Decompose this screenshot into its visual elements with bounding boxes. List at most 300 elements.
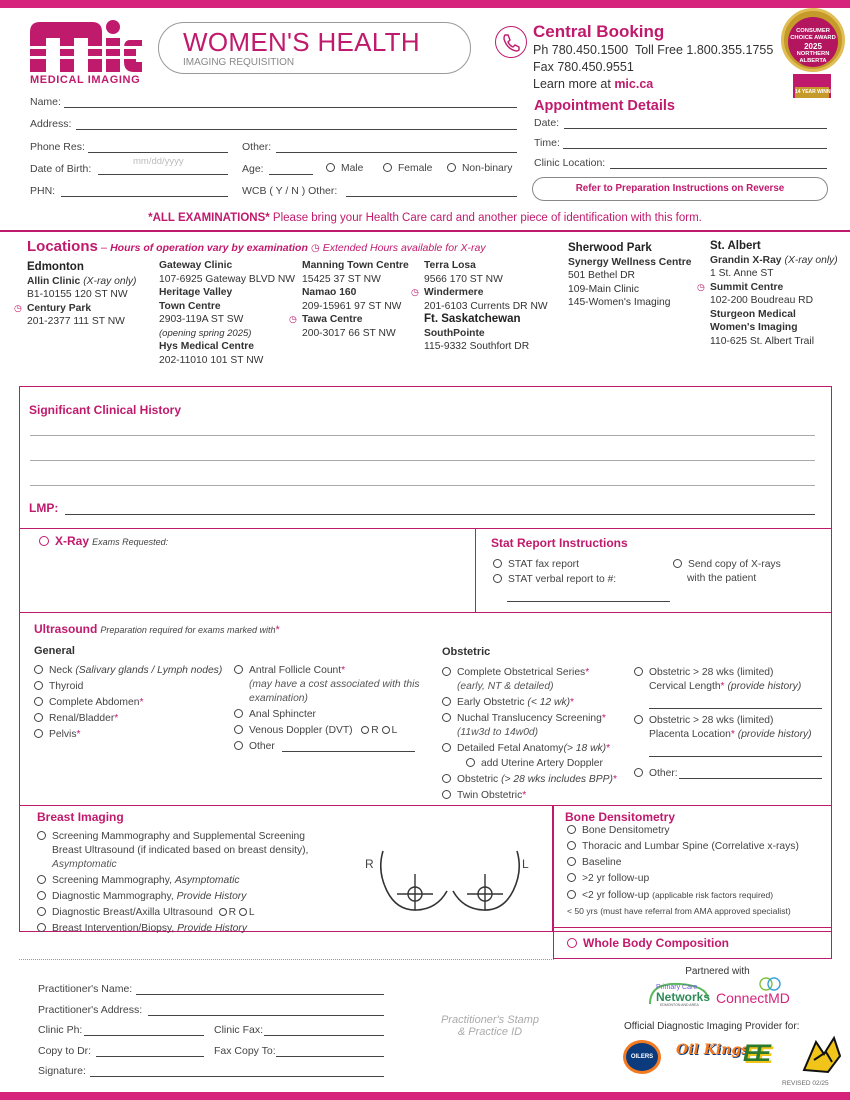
- location-text: 202-11010 101 ST NW: [159, 354, 264, 366]
- opt-obs28[interactable]: [442, 773, 617, 787]
- renal-label: Renal/Bladder: [49, 713, 115, 724]
- twin-label: Twin Obstetric: [457, 790, 523, 801]
- fax-number: 780.450.9551: [557, 60, 634, 74]
- history-line-3[interactable]: [30, 485, 815, 486]
- title-pill: [158, 22, 471, 74]
- stat-verbal-radio[interactable]: [493, 574, 502, 583]
- connectmd-logo: ConnectMD: [716, 990, 790, 1006]
- xray-divider: [475, 529, 476, 612]
- obst-other-radio[interactable]: [634, 768, 643, 777]
- learn-more: [533, 77, 653, 91]
- booking-title: Central Booking: [533, 22, 665, 41]
- complete-obst-label: Complete Obstetrical Series: [457, 667, 586, 678]
- location-text: Heritage Valley: [159, 287, 233, 298]
- location-text: 15425 37 ST NW: [302, 273, 381, 285]
- nonbinary-label: Non-binary: [462, 163, 513, 174]
- badge-line4: ALBERTA: [799, 58, 827, 64]
- location-line: [302, 273, 420, 287]
- abdomen-label: Complete Abdomen: [49, 697, 140, 708]
- send-copy[interactable]: [673, 558, 781, 572]
- tf-number[interactable]: 1.800.355.1755: [686, 43, 774, 57]
- xray-header[interactable]: [39, 534, 168, 548]
- opt-placenta[interactable]: [634, 714, 773, 728]
- location-line: [27, 261, 157, 275]
- xray-section: [19, 529, 832, 613]
- prep-instructions-button[interactable]: Refer to Preparation Instructions on Reverse: [532, 177, 828, 201]
- afc-radio[interactable]: [234, 665, 243, 674]
- location-text: 110-625 St. Albert Trail: [710, 335, 814, 347]
- location-text: Grandin X-Ray: [710, 254, 782, 266]
- dob-field[interactable]: [98, 174, 228, 175]
- location-text: Summit Centre: [710, 281, 784, 293]
- lmp-field[interactable]: [65, 514, 815, 515]
- screening-supp-line2: Breast Ultrasound (if indicated based on breast density),: [52, 845, 309, 856]
- location-text: Hys Medical Centre: [159, 341, 254, 352]
- screening-mammo-note: Asymptomatic: [174, 875, 240, 886]
- whole-body-radio[interactable]: [567, 938, 577, 948]
- location-line: [710, 294, 840, 308]
- ultrasound-title: Ultrasound: [34, 622, 98, 636]
- location-line: [424, 313, 554, 327]
- location-text: Century Park: [27, 302, 92, 314]
- stat-fax[interactable]: [493, 558, 579, 572]
- twin-radio[interactable]: [442, 790, 451, 799]
- opt-afc[interactable]: [234, 664, 345, 678]
- location-text: 9566 170 ST NW: [424, 273, 503, 285]
- location-text: Ft. Saskatchewan: [424, 313, 521, 325]
- address-field[interactable]: [76, 129, 517, 130]
- placenta-note: (provide history): [737, 729, 812, 740]
- clinic-ph-field[interactable]: [84, 1035, 204, 1036]
- gender-male[interactable]: [326, 162, 363, 176]
- other-field[interactable]: [276, 152, 517, 153]
- mic-logo-mark: [30, 16, 142, 72]
- placenta-field[interactable]: [649, 756, 822, 757]
- star: *: [522, 790, 527, 801]
- location-line: [424, 273, 554, 287]
- opt-screening-supp[interactable]: [37, 830, 305, 844]
- mic-logo: [30, 16, 142, 86]
- abdomen-radio[interactable]: [34, 697, 43, 706]
- stingers-logo-icon: [800, 1034, 844, 1076]
- location-line: [710, 321, 840, 335]
- biopsy-radio[interactable]: [37, 923, 46, 932]
- copy-dr-field[interactable]: [96, 1056, 204, 1057]
- r-label: R: [371, 725, 379, 736]
- phone-icon: [495, 26, 527, 58]
- locations-col-6: [697, 240, 840, 348]
- phone-res-label: Phone Res:: [30, 141, 85, 153]
- opt-anal[interactable]: [234, 708, 316, 722]
- ultrasound-header: [34, 622, 280, 636]
- notice-text: Please bring your Health Care card and another piece of identification with this form.: [269, 212, 702, 224]
- opt-screening-mammo[interactable]: [37, 874, 240, 888]
- whole-body-label: Whole Body Composition: [583, 936, 729, 950]
- location-text: 109-Main Clinic: [568, 283, 639, 295]
- fetal-radio[interactable]: [442, 743, 451, 752]
- location-text: Sherwood Park: [568, 242, 652, 254]
- location-line: [159, 313, 299, 327]
- location-line: [568, 256, 698, 270]
- opt-pelvis[interactable]: [34, 728, 80, 742]
- date-field[interactable]: [564, 128, 827, 129]
- time-label: Time:: [534, 137, 560, 149]
- notice-bold: *ALL EXAMINATIONS*: [148, 212, 270, 224]
- location-text: 201-6103 Currents DR NW: [424, 300, 548, 312]
- male-label: Male: [341, 163, 364, 174]
- award-badge: [781, 8, 845, 98]
- thyroid-radio[interactable]: [34, 681, 43, 690]
- location-line: [411, 286, 554, 300]
- fetal-label: Detailed Fetal Anatomy: [457, 743, 564, 754]
- opt-cervical[interactable]: [634, 666, 773, 680]
- lt2-radio[interactable]: [567, 890, 576, 899]
- stat-verbal[interactable]: [493, 573, 616, 587]
- thoracic-label: Thoracic and Lumbar Spine (Correlative x-rays): [582, 841, 799, 852]
- location-line: [568, 269, 698, 283]
- age-label: Age:: [242, 163, 264, 175]
- address-label: Address:: [30, 118, 72, 130]
- location-line: [302, 286, 420, 300]
- screening-mammo-label: Screening Mammography,: [52, 875, 172, 886]
- cervical-label: Obstetric > 28 wks (limited): [649, 667, 774, 678]
- location-line: [159, 286, 299, 300]
- location-line: [159, 273, 299, 287]
- doppler-radio[interactable]: [234, 725, 243, 734]
- location-text: 1 St. Anne ST: [710, 268, 774, 279]
- afc-note-1: (may have a cost associated with this: [249, 679, 420, 690]
- locations-col-4: [411, 259, 554, 354]
- location-text: B1-10155 120 ST NW: [27, 289, 128, 300]
- diag-mammo-label: Diagnostic Mammography,: [52, 891, 174, 902]
- gender-nonbinary[interactable]: [447, 162, 512, 176]
- anal-radio[interactable]: [234, 709, 243, 718]
- screening-supp-radio[interactable]: [37, 831, 46, 840]
- bone-section: [553, 806, 832, 932]
- appointment-title: Appointment Details: [534, 98, 675, 114]
- whole-body-option[interactable]: [567, 936, 729, 950]
- stamp-line2: & Practice ID: [457, 1026, 523, 1038]
- locations-col-3: [289, 259, 420, 340]
- anal-label: Anal Sphincter: [249, 709, 316, 720]
- opt-diag-mammo[interactable]: [37, 890, 246, 904]
- xray-title: X-Ray: [55, 534, 90, 548]
- badge-years: 14 YEAR WINNER: [795, 87, 829, 98]
- lmp-label: LMP:: [29, 501, 59, 515]
- location-text: Gateway Clinic: [159, 260, 233, 271]
- location-note: (X-ray only): [784, 254, 838, 266]
- location-line: [159, 259, 299, 273]
- whole-body-section[interactable]: [553, 927, 832, 959]
- uterine-radio[interactable]: [466, 758, 475, 767]
- location-text: Tawa Centre: [302, 314, 363, 325]
- bone-title: Bone Densitometry: [565, 810, 676, 824]
- male-radio[interactable]: [326, 163, 335, 172]
- gender-female[interactable]: [383, 162, 432, 176]
- prep-star: *: [275, 624, 280, 636]
- phn-label: PHN:: [30, 185, 56, 197]
- ph-label: Ph: [533, 43, 549, 57]
- r-label: R: [228, 907, 236, 918]
- bottom-bar: [0, 1092, 850, 1100]
- early-obst-radio[interactable]: [442, 697, 451, 706]
- bone-density-radio[interactable]: [567, 825, 576, 834]
- send-copy-label-1: Send copy of X-rays: [688, 559, 781, 570]
- location-text: Women's Imaging: [710, 322, 798, 333]
- badge-line2: CHOICE AWARD: [790, 35, 836, 41]
- signature-field[interactable]: [90, 1076, 384, 1077]
- fax-copy-label: Fax Copy To:: [214, 1045, 276, 1057]
- location-text: 102-200 Boudreau RD: [710, 295, 814, 306]
- placenta-line2: [649, 728, 812, 742]
- general-other-field[interactable]: [282, 751, 415, 752]
- site-link[interactable]: mic.ca: [614, 77, 654, 91]
- screening-supp-line3: Asymptomatic: [52, 859, 117, 870]
- general-title: General: [34, 645, 75, 657]
- biopsy-note: Provide History: [177, 923, 247, 934]
- opt-doppler[interactable]: [234, 724, 397, 738]
- location-text: Namao 160: [302, 287, 357, 298]
- location-line: [424, 259, 554, 273]
- send-copy-radio[interactable]: [673, 559, 682, 568]
- nonbinary-radio[interactable]: [447, 163, 456, 172]
- opt-early-obst[interactable]: [442, 696, 574, 710]
- pcn-line3: EDMONTON AND AREA: [660, 1003, 699, 1007]
- location-line: [159, 300, 299, 314]
- location-text: 501 Bethel DR: [568, 270, 635, 281]
- location-line: [302, 259, 420, 273]
- opt-thyroid[interactable]: [34, 680, 83, 694]
- name-field[interactable]: [64, 107, 517, 108]
- nuchal-note: (11w3d to 14w0d): [457, 727, 539, 738]
- cervical-field[interactable]: [649, 708, 822, 709]
- opt-thoracic[interactable]: [567, 840, 799, 854]
- location-line: [424, 300, 554, 314]
- opt-diag-us[interactable]: [37, 906, 255, 920]
- clock-icon: ◷: [289, 314, 297, 324]
- xray-radio[interactable]: [39, 536, 49, 546]
- star: *: [114, 713, 119, 724]
- location-line: [27, 275, 157, 289]
- locations-title: Locations: [27, 238, 98, 255]
- phn-field[interactable]: [61, 196, 228, 197]
- location-line: [289, 313, 420, 327]
- fax-copy-field[interactable]: [276, 1056, 384, 1057]
- date-label: Date:: [534, 117, 560, 129]
- general-other-radio[interactable]: [234, 741, 243, 750]
- baseline-radio[interactable]: [567, 857, 576, 866]
- partnered-with: Partnered with: [685, 966, 750, 977]
- location-text: 209-15961 97 ST NW: [302, 300, 402, 312]
- diag-us-l-radio[interactable]: [239, 908, 247, 916]
- opt-complete-obst[interactable]: [442, 666, 589, 680]
- ph-number[interactable]: 780.450.1500: [551, 43, 629, 57]
- pelvis-label: Pelvis: [49, 729, 77, 740]
- clinic-fax-label: Clinic Fax:: [214, 1024, 264, 1036]
- location-line: [424, 340, 554, 354]
- location-line: [302, 327, 420, 341]
- stat-fax-label: STAT fax report: [508, 559, 579, 570]
- dob-label: Date of Birth:: [30, 163, 92, 175]
- opt-baseline[interactable]: [567, 856, 622, 870]
- clinical-history-title: Significant Clinical History: [29, 403, 182, 417]
- locations-col-1: [14, 261, 157, 329]
- dotted-divider: [19, 959, 554, 960]
- history-line-2[interactable]: [30, 460, 815, 461]
- bone-density-label: Bone Densitometry: [582, 825, 670, 836]
- clinic-ph-label: Clinic Ph:: [38, 1024, 83, 1036]
- location-text: 200-3017 66 ST NW: [302, 327, 396, 339]
- learn-text: Learn more at: [533, 77, 611, 91]
- booking-phones: [533, 43, 773, 57]
- location-text: 145-Women's Imaging: [568, 297, 671, 308]
- location-text: Windermere: [424, 287, 484, 298]
- send-copy-line2: with the patient: [687, 573, 757, 584]
- opt-uterine[interactable]: [466, 757, 603, 771]
- history-line-1[interactable]: [30, 435, 815, 436]
- opt-general-other[interactable]: [234, 740, 275, 754]
- neck-label: Neck: [49, 665, 73, 676]
- neck-note: (Salivary glands / Lymph nodes): [75, 665, 223, 676]
- neck-radio[interactable]: [34, 665, 43, 674]
- location-line: [159, 327, 299, 341]
- l-label: L: [391, 725, 398, 736]
- clock-icon: ◷: [310, 243, 320, 254]
- location-text: Edmonton: [27, 261, 84, 273]
- location-text: Manning Town Centre: [302, 260, 409, 271]
- stat-title: Stat Report Instructions: [491, 536, 628, 550]
- location-line: [710, 240, 840, 254]
- star: *: [720, 681, 725, 692]
- location-line: [302, 300, 420, 314]
- page-title: WOMEN'S HEALTH: [183, 27, 420, 57]
- doppler-r-radio[interactable]: [361, 726, 369, 734]
- location-line: [568, 296, 698, 310]
- wcb-field[interactable]: [346, 196, 517, 197]
- placenta-radio[interactable]: [634, 715, 643, 724]
- thoracic-radio[interactable]: [567, 841, 576, 850]
- gt2-radio[interactable]: [567, 873, 576, 882]
- pract-name-field[interactable]: [136, 994, 384, 995]
- location-line: [14, 302, 157, 316]
- cervical-length-label: Cervical Length: [649, 681, 721, 692]
- l-label: L: [248, 907, 255, 918]
- breast-title: Breast Imaging: [37, 810, 124, 824]
- opt-nuchal[interactable]: [442, 712, 606, 726]
- locations-col-2: [159, 259, 299, 367]
- opt-twin[interactable]: [442, 789, 526, 803]
- opt-lt2[interactable]: [567, 888, 773, 903]
- obstetric-title: Obstetric: [442, 646, 491, 658]
- xray-sub: Exams Requested:: [92, 537, 169, 547]
- obst-other-label: Other:: [649, 768, 678, 779]
- nuchal-label: Nuchal Translucency Screening: [457, 713, 602, 724]
- location-line: [710, 267, 840, 281]
- age-field[interactable]: [269, 174, 313, 175]
- clinic-location-field[interactable]: [610, 168, 827, 169]
- pelvis-radio[interactable]: [34, 729, 43, 738]
- renal-radio[interactable]: [34, 713, 43, 722]
- opt-neck[interactable]: [34, 664, 222, 678]
- name-label: Name:: [30, 96, 61, 108]
- complete-obst-note: (early, NT & detailed): [457, 681, 554, 692]
- ultrasound-note: Preparation required for exams marked with: [100, 625, 276, 635]
- wcb-label: WCB ( Y / N ) Other:: [242, 185, 338, 197]
- obs28-radio[interactable]: [442, 774, 451, 783]
- locations-dash: –: [97, 242, 111, 254]
- opt-renal[interactable]: [34, 712, 118, 726]
- gt2-label: >2 yr follow-up: [582, 873, 650, 884]
- diagram-r-label: R: [365, 857, 374, 871]
- pract-name-label: Practitioner's Name:: [38, 983, 133, 995]
- pract-address-field[interactable]: [148, 1015, 384, 1016]
- screening-mammo-radio[interactable]: [37, 875, 46, 884]
- female-label: Female: [398, 163, 433, 174]
- opt-biopsy[interactable]: [37, 922, 247, 936]
- placenta-label: Obstetric > 28 wks (limited): [649, 715, 774, 726]
- complete-obst-radio[interactable]: [442, 667, 451, 676]
- breast-diagram[interactable]: [375, 846, 525, 921]
- cervical-radio[interactable]: [634, 667, 643, 676]
- clinic-fax-field[interactable]: [264, 1035, 384, 1036]
- dob-placeholder: mm/dd/yyyy: [133, 156, 184, 167]
- opt-obst-other[interactable]: [634, 767, 678, 781]
- location-text: 201-2377 111 ST NW: [27, 316, 125, 327]
- diag-us-r-radio[interactable]: [219, 908, 227, 916]
- location-text: Sturgeon Medical: [710, 308, 796, 320]
- nuchal-radio[interactable]: [442, 713, 451, 722]
- cervical-line2: [649, 680, 801, 694]
- afc-note-2: examination): [249, 693, 308, 704]
- diag-mammo-radio[interactable]: [37, 891, 46, 900]
- opt-bone-density[interactable]: [567, 824, 670, 838]
- opt-gt2[interactable]: [567, 872, 649, 886]
- stamp-area[interactable]: [420, 1014, 560, 1038]
- location-text: Town Centre: [159, 300, 221, 312]
- thyroid-label: Thyroid: [49, 681, 84, 692]
- opt-fetal[interactable]: [442, 742, 610, 756]
- location-line: [424, 327, 554, 341]
- location-text: 107-6925 Gateway BLVD NW: [159, 273, 296, 285]
- location-text: St. Albert: [710, 240, 761, 252]
- location-text: Synergy Wellness Centre: [568, 256, 692, 268]
- uterine-label: add Uterine Artery Doppler: [481, 758, 603, 769]
- stat-fax-radio[interactable]: [493, 559, 502, 568]
- diagram-l-label: L: [522, 857, 529, 871]
- afc-label: Antral Follicle Count: [249, 665, 342, 676]
- phone-res-field[interactable]: [88, 152, 228, 153]
- copy-dr-label: Copy to Dr:: [38, 1045, 92, 1057]
- badge-line3: NORTHERN: [796, 51, 830, 57]
- diag-us-radio[interactable]: [37, 907, 46, 916]
- stamp-line1: Practitioner's Stamp: [440, 1014, 540, 1026]
- star: *: [612, 774, 617, 785]
- female-radio[interactable]: [383, 163, 392, 172]
- opt-abdomen[interactable]: [34, 696, 143, 710]
- signature-label: Signature:: [38, 1065, 86, 1077]
- booking-fax: [533, 60, 634, 74]
- ultrasound-section: [19, 613, 832, 806]
- doppler-l-radio[interactable]: [382, 726, 390, 734]
- diag-mammo-note: Provide History: [176, 891, 247, 902]
- stat-verbal-field[interactable]: [507, 601, 670, 602]
- placenta-location-label: Placenta Location: [649, 729, 731, 740]
- obst-other-field[interactable]: [679, 778, 822, 779]
- tf-label: Toll Free: [634, 43, 683, 57]
- hours-note: Hours of operation vary by examination: [110, 242, 308, 254]
- time-field[interactable]: [563, 148, 827, 149]
- official-provider: Official Diagnostic Imaging Provider for:: [624, 1021, 800, 1032]
